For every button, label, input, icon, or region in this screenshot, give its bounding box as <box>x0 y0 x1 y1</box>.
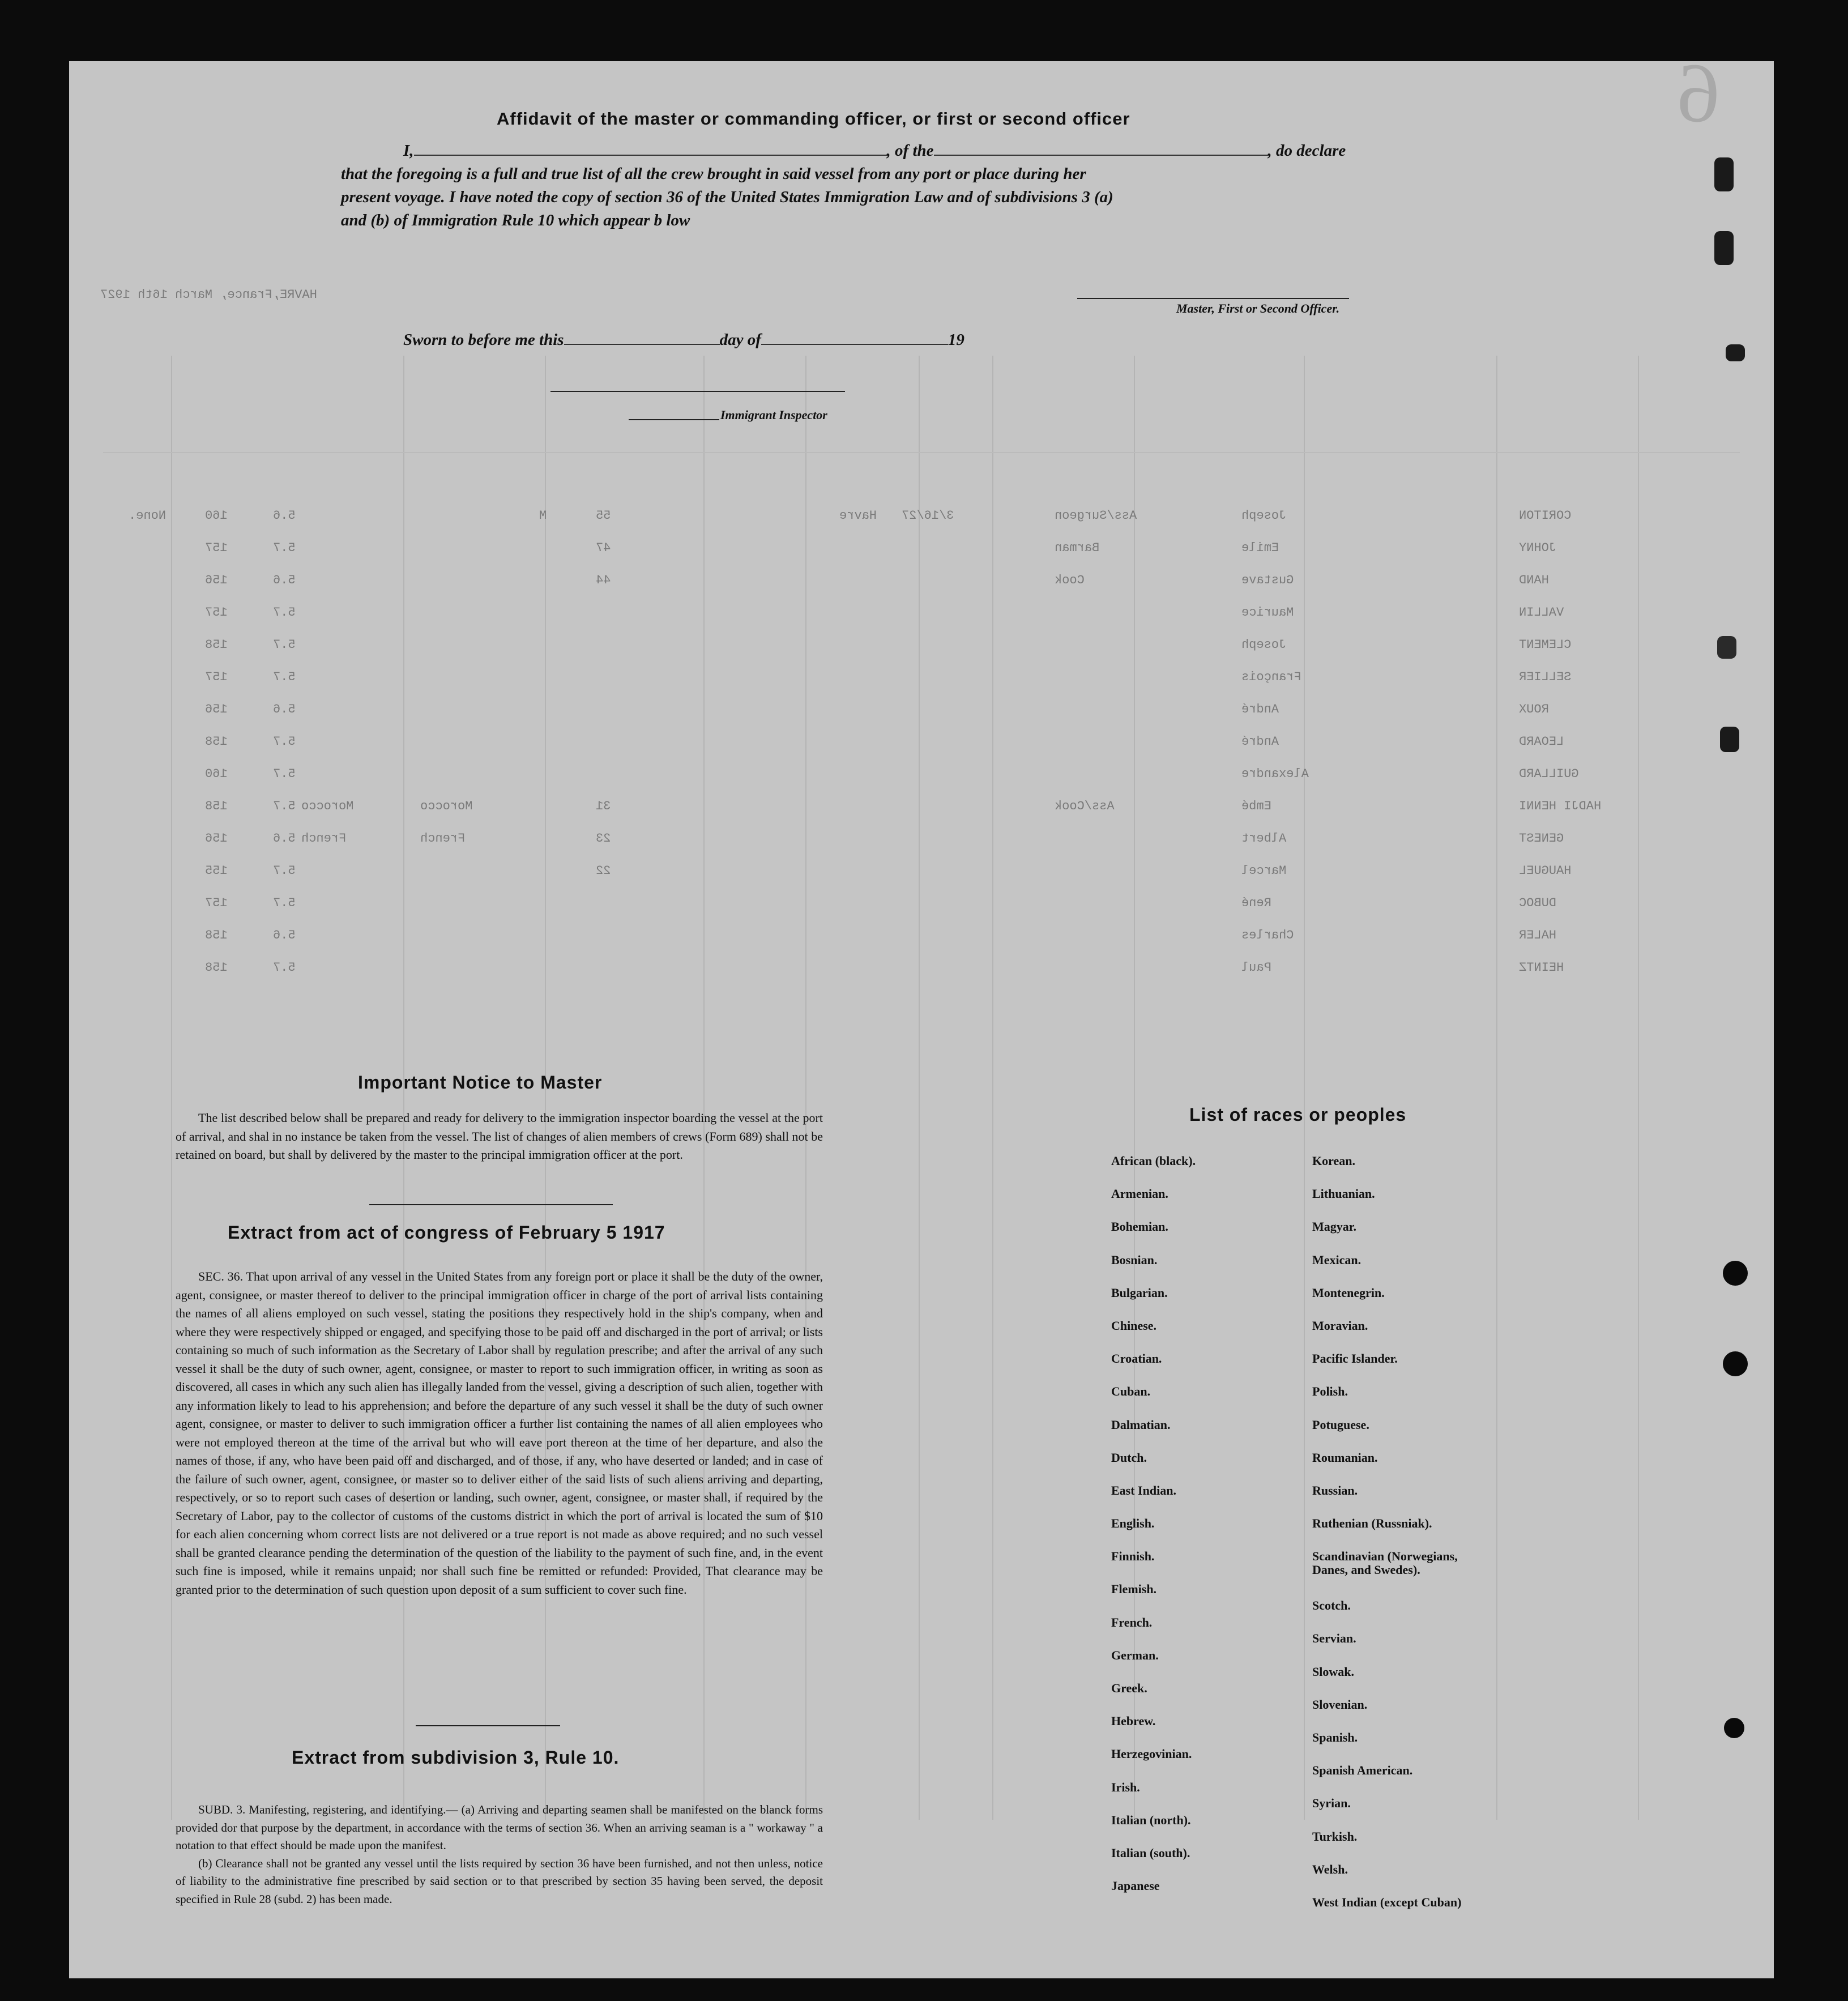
show-through-date: 3/16/27 <box>902 509 954 523</box>
show-through-surname: GUILLARD <box>1519 767 1579 781</box>
race-item: Korean. <box>1312 1154 1355 1168</box>
race-item: English. <box>1111 1516 1155 1531</box>
show-through-given: Joseph <box>1241 509 1287 523</box>
show-through-weight: 156 <box>205 831 228 846</box>
show-through-surname: HALER <box>1519 928 1557 942</box>
race-item: Russian. <box>1312 1483 1358 1497</box>
show-through-weight: 158 <box>205 961 228 975</box>
race-item: Polish. <box>1312 1384 1348 1399</box>
race-item: Slowak. <box>1312 1664 1354 1679</box>
show-through-weight: 157 <box>205 670 228 684</box>
show-through-weight: 158 <box>205 799 228 813</box>
of-the-label: , of the <box>886 142 934 160</box>
race-item: Greek. <box>1111 1681 1147 1695</box>
show-through-nationality: Morocco <box>420 799 473 813</box>
show-through-weight: 158 <box>205 928 228 942</box>
show-through-given: Embé <box>1241 799 1271 813</box>
races-column-2 <box>1312 1154 1493 1929</box>
show-through-marks: None. <box>129 509 167 523</box>
show-through-row <box>69 735 1774 757</box>
show-through-position: Ass/Cook <box>1055 799 1115 813</box>
race-item: Roumanian. <box>1312 1450 1378 1465</box>
race-item: Moravian. <box>1312 1318 1368 1333</box>
manifest-sheet <box>69 61 1774 1978</box>
show-through-surname: JOHNY <box>1519 541 1557 555</box>
race-item: West Indian (except Cuban) <box>1312 1895 1462 1909</box>
race-item: Herzegovinian. <box>1111 1747 1192 1761</box>
show-through-row <box>69 799 1774 822</box>
sworn-line <box>403 331 964 349</box>
name-blank <box>414 143 887 156</box>
show-through-position: Barman <box>1055 541 1100 555</box>
show-through-height: 5.7 <box>273 799 296 813</box>
show-through-weight: 157 <box>205 896 228 910</box>
race-item: Cuban. <box>1111 1384 1151 1399</box>
show-through-surname: SELLIER <box>1519 670 1572 684</box>
show-through-given: Alexandre <box>1241 767 1309 781</box>
show-through-surname: CORITON <box>1519 509 1572 523</box>
show-through-age: 47 <box>596 541 611 555</box>
show-through-height: 5.6 <box>273 702 296 716</box>
notice-divider <box>369 1204 613 1205</box>
affidavit-line-2: that the foregoing is a full and true list of all the crew brought in said vessel from any port or place during her <box>341 165 1086 183</box>
subdivision-title: Extract from subdivision 3, Rule 10. <box>292 1747 620 1768</box>
show-through-weight: 156 <box>205 702 228 716</box>
show-through-given: René <box>1241 896 1271 910</box>
show-through-height: 5.7 <box>273 767 296 781</box>
show-through-height: 5.7 <box>273 638 296 652</box>
show-through-given: François <box>1241 670 1301 684</box>
show-through-height: 5.6 <box>273 831 296 846</box>
race-item: French. <box>1111 1615 1153 1629</box>
show-through-height: 5.7 <box>273 541 296 555</box>
show-through-surname: GENEST <box>1519 831 1564 846</box>
show-through-row <box>69 702 1774 725</box>
race-item: Bulgarian. <box>1111 1285 1168 1300</box>
show-through-surname: ROUX <box>1519 702 1549 716</box>
show-through-weight: 155 <box>205 864 228 878</box>
show-through-given: Albert <box>1241 831 1287 846</box>
show-through-height: 5.7 <box>273 864 296 878</box>
signature-caption: Master, First or Second Officer. <box>1176 301 1340 315</box>
show-through-date-line: HAVRE,France, March 16th 1927 <box>100 288 317 302</box>
race-item: Slovenian. <box>1312 1697 1368 1712</box>
race-item: Montenegrin. <box>1312 1285 1385 1300</box>
inspector-short-line <box>629 419 719 420</box>
show-through-row <box>69 928 1774 951</box>
day-of-label: day of <box>719 331 761 349</box>
race-item: Turkish. <box>1312 1829 1358 1844</box>
show-through-given: Charles <box>1241 928 1294 942</box>
notice-title: Important Notice to Master <box>358 1072 603 1093</box>
show-through-race: Morocco <box>301 799 354 813</box>
punch-hole <box>1724 1718 1744 1738</box>
inspector-signature-line <box>550 391 845 392</box>
show-through-surname: HADJI HENNI <box>1519 799 1602 813</box>
show-through-height: 5.7 <box>273 605 296 620</box>
show-through-surname: HAUGUEL <box>1519 864 1572 878</box>
act-extract-title: Extract from act of congress of February 5 1917 <box>228 1222 665 1243</box>
vessel-blank <box>934 143 1268 156</box>
show-through-position: Cook <box>1055 573 1085 587</box>
show-through-sex: M <box>539 509 547 523</box>
show-through-given: Emile <box>1241 541 1279 555</box>
notice-paragraph: The list described below shall be prepared and ready for delivery to the immigration inspector boarding the vessel at the port of arrival, and shal in no instance be taken from the vessel. The list of changes of alien members of crews (Form 689) shall not be retained on board, but shall by delivered by the master to the principal immigration officer at the port. <box>176 1111 823 1162</box>
show-through-height: 5.6 <box>273 573 296 587</box>
show-through-position: Ass/Surgeon <box>1055 509 1137 523</box>
show-through-age: 55 <box>596 509 611 523</box>
affidavit-title: Affidavit of the master or commanding officer, or first or second officer <box>497 109 1130 129</box>
show-through-given: Gustave <box>1241 573 1294 587</box>
race-item: Lithuanian. <box>1312 1187 1375 1201</box>
show-through-weight: 160 <box>205 767 228 781</box>
race-item: Spanish. <box>1312 1730 1358 1744</box>
show-through-row <box>69 605 1774 628</box>
ghost-row-rule <box>103 452 1740 453</box>
race-item: Armenian. <box>1111 1187 1168 1201</box>
affidavit-line-4: and (b) of Immigration Rule 10 which appear b low <box>341 211 690 229</box>
show-through-given: Maurice <box>1241 605 1294 620</box>
show-through-weight: 156 <box>205 573 228 587</box>
races-column-1 <box>1111 1154 1196 1912</box>
show-through-surname: CLEMENT <box>1519 638 1572 652</box>
show-through-row <box>69 864 1774 886</box>
binding-clip-mark <box>1714 231 1734 265</box>
show-through-weight: 158 <box>205 735 228 749</box>
show-through-height: 5.7 <box>273 735 296 749</box>
show-through-age: 44 <box>596 573 611 587</box>
race-item: German. <box>1111 1648 1159 1662</box>
punch-hole <box>1723 1351 1748 1376</box>
race-item: Irish. <box>1111 1780 1140 1794</box>
race-item: Welsh. <box>1312 1862 1348 1876</box>
show-through-row <box>69 509 1774 531</box>
show-through-surname: HAND <box>1519 573 1549 587</box>
race-item: Spanish American. <box>1312 1763 1413 1778</box>
race-item: Bosnian. <box>1111 1252 1158 1267</box>
race-item: African (black). <box>1111 1154 1196 1168</box>
show-through-row <box>69 573 1774 596</box>
show-through-row <box>69 541 1774 564</box>
show-through-age: 22 <box>596 864 611 878</box>
act-divider <box>416 1725 560 1726</box>
race-item: Scotch. <box>1312 1598 1351 1613</box>
race-item: Scandinavian (Norwegians, Danes, and Swedes). <box>1312 1549 1458 1577</box>
punch-hole <box>1723 1261 1748 1286</box>
show-through-race: French <box>301 831 347 846</box>
race-item: Dutch. <box>1111 1450 1147 1465</box>
binding-clip-mark <box>1717 636 1736 659</box>
race-item: Potuguese. <box>1312 1417 1369 1432</box>
show-through-height: 5.7 <box>273 896 296 910</box>
act-extract-text <box>176 1268 823 1599</box>
race-item: East Indian. <box>1111 1483 1176 1497</box>
notice-text <box>176 1109 823 1164</box>
month-blank <box>761 332 948 345</box>
signature-line <box>1077 298 1349 299</box>
show-through-port: Havre <box>839 509 877 523</box>
page-number-mirror: 6 <box>1678 61 1720 140</box>
show-through-row <box>69 767 1774 790</box>
race-item: Italian (north). <box>1111 1812 1191 1827</box>
show-through-row <box>69 670 1774 693</box>
show-through-height: 5.7 <box>273 961 296 975</box>
show-through-age: 31 <box>596 799 611 813</box>
race-item: Ruthenian (Russniak). <box>1312 1516 1432 1531</box>
race-item: Japanese <box>1111 1879 1160 1893</box>
binding-clip-mark <box>1714 157 1734 191</box>
show-through-weight: 160 <box>205 509 228 523</box>
show-through-age: 23 <box>596 831 611 846</box>
subdivision-paragraph-b: (b) Clearance shall not be granted any vessel until the lists required by section 36 have been furnished, and not then unless, notice of liability to the administrative fine prescribed by said section or to that prescribed by section 35 having been served, the deposit specified in Rule 28 (subd. 2) has been made. <box>176 1856 823 1906</box>
race-item: Magyar. <box>1312 1219 1357 1234</box>
binding-clip-mark <box>1726 344 1745 361</box>
show-through-given: André <box>1241 735 1279 749</box>
show-through-weight: 158 <box>205 638 228 652</box>
show-through-surname: VALLIN <box>1519 605 1564 620</box>
show-through-row <box>69 831 1774 854</box>
race-item: Mexican. <box>1312 1252 1362 1267</box>
race-item: Hebrew. <box>1111 1714 1156 1729</box>
race-item: Croatian. <box>1111 1351 1162 1366</box>
show-through-row <box>69 638 1774 660</box>
show-through-surname: LEOARD <box>1519 735 1564 749</box>
race-item: Chinese. <box>1111 1318 1157 1333</box>
show-through-given: André <box>1241 702 1279 716</box>
race-item: Servian. <box>1312 1631 1356 1646</box>
inspector-caption: Immigrant Inspector <box>720 408 827 422</box>
subdivision-text <box>176 1801 823 1909</box>
subdivision-paragraph-a: SUBD. 3. Manifesting, registering, and identifying.— (a) Arriving and departing seamen shall be manifested on the blanck forms provided dor that purpose by the department, in accordance with the terms of section 36. When an arriving seaman is a " workaway " a notation to that effect should be made upon the manifest. <box>176 1803 823 1853</box>
show-through-height: 5.7 <box>273 670 296 684</box>
show-through-height: 5.6 <box>273 509 296 523</box>
show-through-weight: 157 <box>205 541 228 555</box>
affidavit-line-1 <box>403 142 1346 160</box>
race-item: Italian (south). <box>1111 1845 1190 1860</box>
show-through-header <box>69 288 1774 310</box>
races-title: List of races or peoples <box>1189 1104 1407 1125</box>
race-item: Dalmatian. <box>1111 1417 1171 1432</box>
act-extract-paragraph: SEC. 36. That upon arrival of any vessel in the United States from any foreign port or place it shall be the duty of the owner, agent, consignee, or master thereof to deliver to the principal immigration officer in charge of the port of arrival lists containing the names of all aliens employed on such vessel, stating the positions they respectively hold in the ship's company, when and where they were respectively shipped or engaged, and specifying those to be paid off and discharged in the port of arrival; or lists containing so much of such information as the Secretary of Labor shall by regulation prescribe; and after the arrival of any such vessel it shall be the duty of such owner, agent, consignee, or master to report to such immigration officer, in writing as soon as discovered, all cases in which any such alien has illegally landed from the vessel, giving a description of such alien, together with any information likely to lead to his apprehension; and before the departure of any such vessel it shall be the duty of such owner agent, consignee, or master to deliver to such immigration officer a further list containing the names of all alien employees who were not employed thereon at the time of the arrival but who will eave port thereon at the time of her departure, and also the names of those, if any, who have been paid off and discharged, and of those, if any, who have deserted or landed; and in case of the failure of such owner, agent, consignee, or master so to deliver either of the said lists of such aliens arriving and departing, respectively, or so to report such cases of desertion or landing, such owner, agent, consignee, or master shall, if required by the Secretary of Labor, pay to the collector of customs of the customs district in which the port of arrival is located the sum of $10 for each alien concerning whom correct lists are not delivered or a true report is not made as above required; and no such vessel shall be granted clearance pending the determination of the question of the liability to the payment of such fine, and, in the event such fine is imposed, while it remains unpaid; nor shall such fine be remitted or refunded: Provided, That clearance may be granted prior to the determination of such question upon deposit of a sum sufficient to cover such fine. <box>176 1269 823 1597</box>
race-item: Syrian. <box>1312 1796 1351 1811</box>
show-through-row <box>69 961 1774 983</box>
race-item: Flemish. <box>1111 1582 1157 1597</box>
binding-clip-mark <box>1720 727 1739 752</box>
year-label: 19 <box>948 331 964 349</box>
show-through-weight: 157 <box>205 605 228 620</box>
race-item: Pacific Islander. <box>1312 1351 1398 1366</box>
race-item: Finnish. <box>1111 1549 1155 1564</box>
show-through-given: Joseph <box>1241 638 1287 652</box>
show-through-height: 5.6 <box>273 928 296 942</box>
show-through-given: Paul <box>1241 961 1271 975</box>
show-through-surname: HEINTZ <box>1519 961 1564 975</box>
declare-label: , do declare <box>1267 142 1346 160</box>
affidavit-line-3: present voyage. I have noted the copy of section 36 of the United States Immigration Law and of subdivisions 3 (a) <box>341 188 1113 206</box>
race-item: Bohemian. <box>1111 1219 1168 1234</box>
day-blank <box>564 332 720 345</box>
show-through-row <box>69 896 1774 919</box>
sworn-label: Sworn to before me this <box>403 331 564 349</box>
show-through-surname: DUBOC <box>1519 896 1557 910</box>
show-through-given: Marcel <box>1241 864 1287 878</box>
show-through-nationality: French <box>420 831 466 846</box>
i-label: I, <box>403 142 414 160</box>
